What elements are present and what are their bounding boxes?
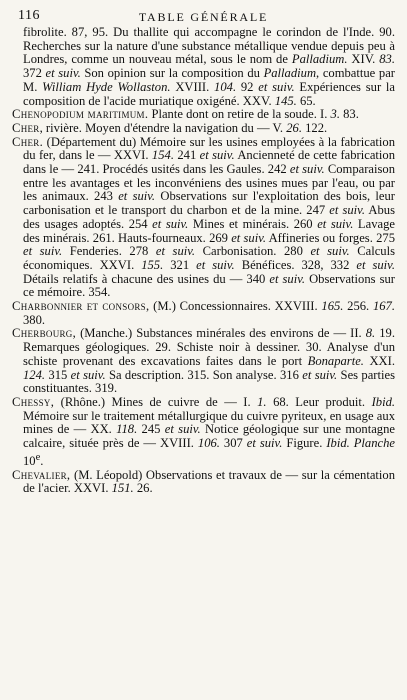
entry-text: (Manche.) Substances minérales des environs de — II. bbox=[76, 326, 366, 341]
italic-reference: et suiv. bbox=[329, 203, 365, 218]
italic-reference: William Hyde Wollaston. bbox=[42, 79, 171, 94]
italic-reference: et suiv. bbox=[118, 189, 156, 204]
index-entry bbox=[12, 122, 395, 136]
italic-reference: et suiv. bbox=[289, 162, 325, 177]
entry-text: 245 bbox=[137, 422, 165, 437]
entry-text: 65. bbox=[296, 93, 316, 108]
index-body bbox=[12, 26, 395, 496]
italic-reference: 26. bbox=[286, 120, 302, 135]
entry-text: 10 bbox=[23, 453, 36, 468]
italic-reference: Palladium. bbox=[291, 52, 348, 67]
entry-text: 83. bbox=[339, 107, 359, 122]
page-header bbox=[12, 6, 395, 26]
running-title: TABLE GÉNÉRALE bbox=[138, 10, 269, 24]
entry-text: Carbonisation. 280 bbox=[195, 244, 311, 259]
entry-headword: Chenopodium maritimum. bbox=[12, 107, 149, 122]
entry-text: XVIII. bbox=[170, 79, 215, 94]
entry-text: Ancienneté de cette fabrication dans le — 241. Procédés usités dans les Gaules. 242 bbox=[23, 148, 396, 177]
italic-reference: et suiv. bbox=[302, 367, 338, 382]
entry-text: Lavage des minérais. 261. Hauts-fourneaux. 269 bbox=[23, 216, 395, 245]
entry-text: fibrolite. 87, 95. Du thallite qui accompagne le corindon de l'Inde. 90. Recherches sur la nature d'une substance métallique vendue depuis peu à Londres, comme un nouveau métal, sous le nom de bbox=[23, 25, 395, 67]
index-entry bbox=[12, 108, 395, 122]
italic-reference: Ibid. Planche bbox=[326, 436, 395, 451]
entry-text: Abus des usages adoptés. 254 bbox=[23, 203, 395, 231]
entry-headword: Charbonnier et consors, bbox=[12, 299, 150, 314]
italic-reference: Ibid. bbox=[371, 394, 396, 409]
italic-reference: et suiv. bbox=[45, 66, 81, 81]
entry-text: XIV. bbox=[347, 52, 380, 67]
entry-text: Fenderies. 278 bbox=[62, 244, 156, 259]
italic-reference: et suiv. bbox=[246, 436, 283, 451]
entry-text: Plante dont on retire de la soude. I. bbox=[148, 107, 331, 122]
entry-text: , rivière. Moyen d'étendre la navigation du — V. bbox=[39, 120, 287, 135]
entry-text: . bbox=[40, 453, 44, 468]
entry-headword: Cherbourg, bbox=[12, 326, 77, 341]
italic-reference: 167. bbox=[372, 299, 395, 314]
entry-headword: Cher bbox=[12, 120, 40, 135]
entry-text: Mines et minérais. 260 bbox=[188, 216, 318, 231]
page-number: 116 bbox=[18, 8, 40, 23]
entry-text: e bbox=[35, 451, 41, 463]
italic-reference: 151. bbox=[111, 481, 134, 496]
entry-text: 307 bbox=[219, 436, 247, 451]
entry-text: Ses parties constituantes. 319. bbox=[23, 367, 395, 396]
entry-text: Affineries ou forges. 275 bbox=[266, 230, 395, 245]
italic-reference: et suiv. bbox=[231, 230, 267, 245]
italic-reference: 104. bbox=[214, 79, 237, 94]
entry-text: 372 bbox=[23, 66, 46, 81]
entry-text: 321 bbox=[163, 257, 197, 272]
entry-text: Bénéfices. 328, 332 bbox=[234, 257, 357, 272]
entry-text: Notice géologique sur une montagne calcaire, située près de — XVIII. bbox=[23, 422, 395, 451]
italic-reference: et suiv. bbox=[152, 216, 189, 231]
entry-text: (Département du) Mémoire sur les usines employées à la fabrication du fer, dans le — XXVI. bbox=[23, 134, 395, 163]
entry-text: XXI. bbox=[363, 353, 395, 368]
entry-headword: Cher. bbox=[12, 134, 44, 149]
entry-text: Observations sur ce mémoire. 354. bbox=[23, 271, 395, 300]
italic-reference: et suiv. bbox=[356, 257, 395, 272]
italic-reference: et suiv. bbox=[164, 422, 201, 437]
entry-text: 241 bbox=[173, 148, 200, 163]
entry-headword: Chessy, bbox=[12, 394, 55, 409]
italic-reference: 1. bbox=[257, 394, 267, 409]
entry-text: 380. bbox=[23, 312, 46, 327]
italic-reference: 8. bbox=[365, 326, 376, 341]
italic-reference: 83. bbox=[379, 52, 395, 67]
entry-text: Figure. bbox=[282, 436, 327, 451]
italic-reference: et suiv. bbox=[70, 367, 106, 382]
italic-reference: 118. bbox=[116, 422, 138, 437]
entry-text: Son opinion sur la composition du bbox=[80, 66, 264, 81]
italic-reference: Palladium bbox=[263, 66, 317, 81]
entry-text: Calculs économiques. XXVI. bbox=[23, 244, 395, 272]
index-entry bbox=[12, 300, 395, 327]
entry-text: 68. Leur produit. bbox=[266, 394, 372, 409]
entry-text: , combattue par M. bbox=[23, 66, 395, 94]
italic-reference: 154. bbox=[151, 148, 174, 163]
italic-reference: et suiv. bbox=[317, 216, 354, 231]
italic-reference: et suiv. bbox=[310, 244, 350, 259]
entry-headword: Chevalier, bbox=[12, 467, 71, 482]
italic-reference: et suiv. bbox=[258, 79, 295, 94]
entry-text: Mémoire sur le traitement métallurgique du cuivre pyriteux, en usage aux mines de — XX. bbox=[23, 408, 395, 437]
entry-text: (M. Léopold) Observations et travaux de — sur la cémentation de l'acier. XXVI. bbox=[23, 467, 395, 496]
index-entry bbox=[12, 136, 395, 300]
entry-text: Comparaison entre les avantages et les inconvéniens des usines mues par l'eau, ou par les animaux. 243 bbox=[23, 162, 395, 204]
entry-text: Expériences sur la composition de l'acide muriatique oxigéné. XXV. bbox=[23, 79, 396, 108]
italic-reference: Bonaparte. bbox=[307, 353, 364, 368]
italic-reference: 3. bbox=[330, 107, 340, 122]
italic-reference: 124. bbox=[23, 367, 46, 382]
entry-text: (Rhône.) Mines de cuivre de — I. bbox=[54, 394, 258, 409]
entry-text: Sa description. 315. Son analyse. 316 bbox=[105, 367, 303, 382]
entry-text: 315 bbox=[45, 367, 71, 382]
italic-reference: 145. bbox=[274, 93, 297, 108]
entry-text: (M.) Concessionnaires. XXVIII. bbox=[149, 299, 322, 314]
entry-text: Détails relatifs à chacune des usines du — 340 bbox=[23, 271, 270, 286]
entry-text: 19. Remarques géologiques. 29. Schiste noir à dessiner. 30. Analyse d'un schiste provenant des excavations faites dans le port bbox=[23, 326, 395, 368]
entry-text: 256. bbox=[343, 299, 373, 314]
index-entry bbox=[12, 26, 395, 108]
italic-reference: et suiv. bbox=[269, 271, 306, 286]
italic-reference: et suiv. bbox=[155, 244, 196, 259]
entry-text: Observations sur l'exploitation des bois, leur carbonisation et le transport du charbon et de la mine. 247 bbox=[23, 189, 395, 218]
entry-text: 92 bbox=[236, 79, 259, 94]
entry-text: 122. bbox=[301, 120, 328, 135]
italic-reference: 165. bbox=[321, 299, 344, 314]
italic-reference: 155. bbox=[141, 257, 164, 272]
entry-text: 26. bbox=[133, 481, 153, 496]
italic-reference: et suiv. bbox=[23, 244, 63, 259]
italic-reference: 106. bbox=[197, 436, 220, 451]
italic-reference: et suiv. bbox=[199, 148, 235, 163]
index-entry bbox=[12, 469, 395, 496]
index-entry bbox=[12, 396, 395, 469]
index-entry bbox=[12, 327, 395, 396]
italic-reference: et suiv. bbox=[196, 257, 235, 272]
